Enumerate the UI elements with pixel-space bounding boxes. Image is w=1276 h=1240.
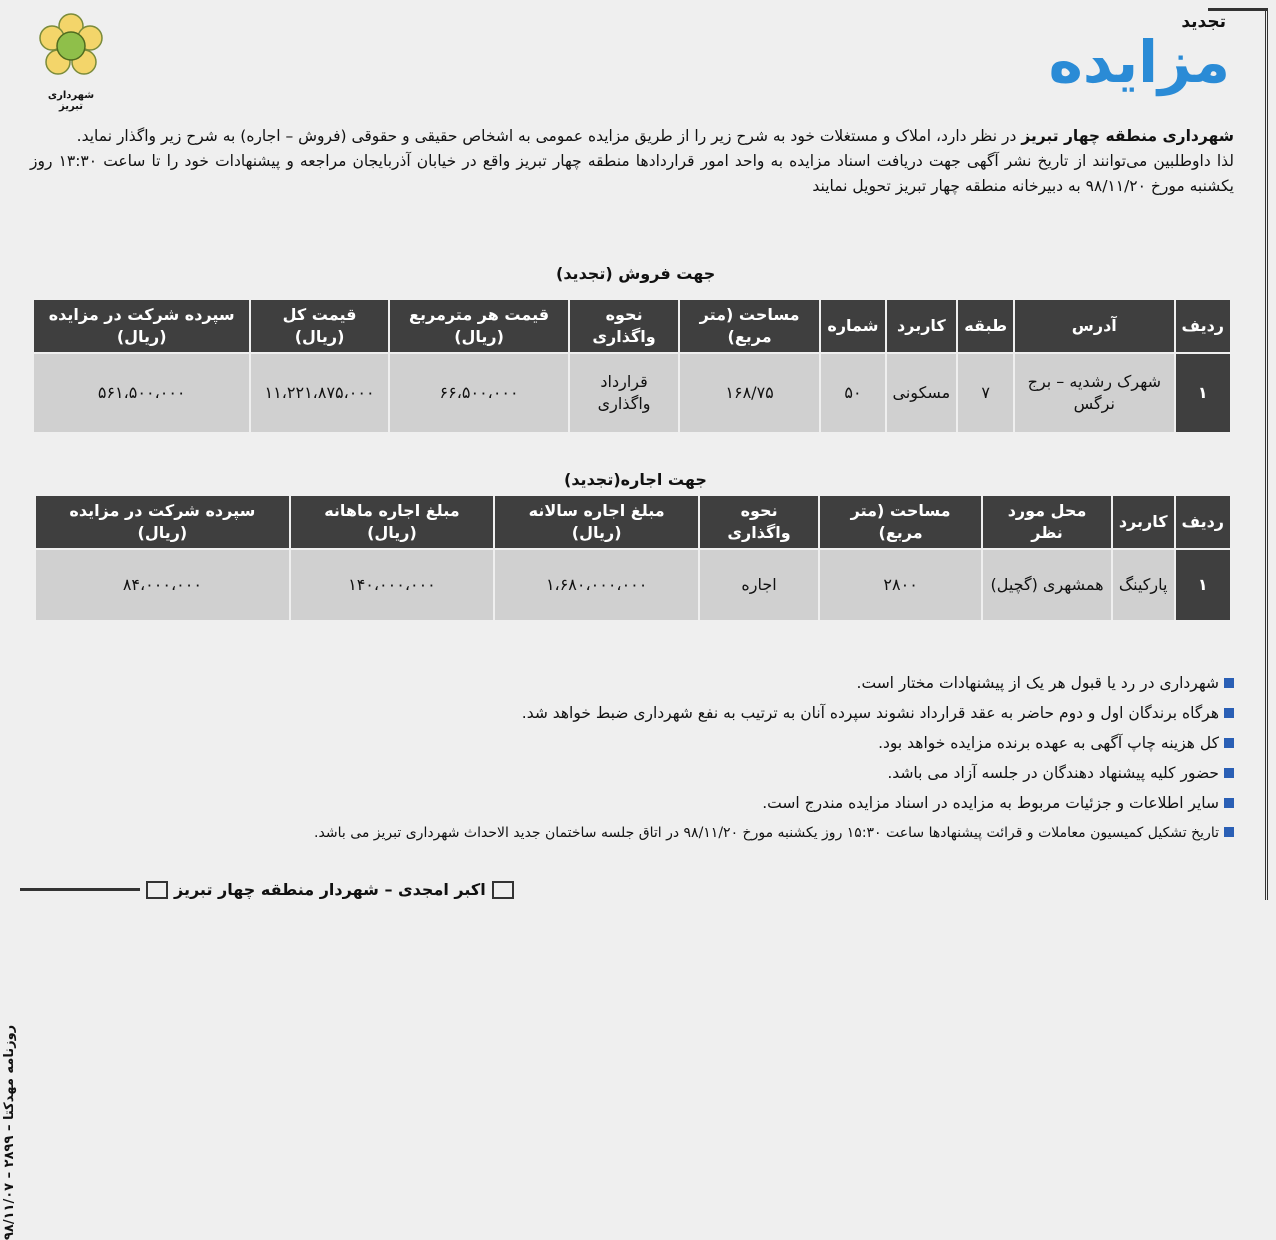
bullet-square-icon bbox=[1224, 768, 1234, 778]
sale-cell: مسکونی bbox=[886, 353, 958, 433]
note-text: هرگاه برندگان اول و دوم حاضر به عقد قرارداد نشوند سپرده آنان به ترتیب به نفع شهرداری ضبط خواهد شد. bbox=[521, 704, 1219, 722]
auction-title: مزایده bbox=[1048, 28, 1230, 96]
rent-cell: ۱۴۰،۰۰۰،۰۰۰ bbox=[290, 549, 494, 621]
rent-cell: پارکینگ bbox=[1112, 549, 1175, 621]
sale-cell: ۵۶۱،۵۰۰،۰۰۰ bbox=[33, 353, 250, 433]
org-name: شهرداری منطقه چهار تبریز bbox=[1021, 127, 1234, 145]
intro-paragraph-1 bbox=[30, 124, 1234, 149]
bullet-square-icon bbox=[1224, 798, 1234, 808]
sale-header-cell: سپرده شرکت در مزایده (ریال) bbox=[33, 299, 250, 353]
notes-list bbox=[84, 668, 1234, 848]
sale-cell: ۱۶۸/۷۵ bbox=[679, 353, 821, 433]
logo-caption: شهرداری تبریز bbox=[47, 90, 95, 112]
frame-right-border bbox=[1243, 10, 1268, 900]
note-text: شهرداری در رد یا قبول هر یک از پیشنهادات مختار است. bbox=[856, 674, 1219, 692]
rent-header-cell: کاربرد bbox=[1112, 495, 1175, 549]
sale-header-cell: مساحت (متر مربع) bbox=[679, 299, 821, 353]
note-item bbox=[84, 818, 1234, 848]
bullet-square-icon bbox=[1224, 678, 1234, 688]
sale-header-cell: آدرس bbox=[1014, 299, 1174, 353]
rent-cell: ۸۴،۰۰۰،۰۰۰ bbox=[35, 549, 290, 621]
rent-header-cell: مبلغ اجاره سالانه (ریال) bbox=[494, 495, 699, 549]
sale-cell: ۶۶،۵۰۰،۰۰۰ bbox=[389, 353, 570, 433]
intro-text bbox=[30, 124, 1234, 199]
sale-header-cell: کاربرد bbox=[886, 299, 958, 353]
note-text: حضور کلیه پیشنهاد دهندگان در جلسه آزاد می باشد. bbox=[887, 764, 1219, 782]
ad-header bbox=[1050, 12, 1230, 107]
rent-header-cell: سپرده شرکت در مزایده (ریال) bbox=[35, 495, 290, 549]
renew-label: تجدید bbox=[1181, 12, 1226, 32]
signature-box-left bbox=[492, 881, 514, 899]
sale-header-cell: ردیف bbox=[1175, 299, 1231, 353]
note-item bbox=[84, 758, 1234, 788]
sale-cell: قرارداد واگذاری bbox=[569, 353, 678, 433]
sale-data-row bbox=[33, 353, 1231, 433]
rent-table bbox=[34, 494, 1232, 622]
sale-cell: ۵۰ bbox=[820, 353, 885, 433]
sale-header-cell: طبقه bbox=[957, 299, 1014, 353]
rent-section-title: جهت اجاره(تجدید) bbox=[564, 470, 707, 489]
note-item bbox=[84, 788, 1234, 818]
sale-header-cell: نحوه واگذاری bbox=[569, 299, 678, 353]
rent-cell: اجاره bbox=[699, 549, 819, 621]
sale-cell: ۷ bbox=[957, 353, 1014, 433]
rent-header-cell: ردیف bbox=[1175, 495, 1231, 549]
intro-p1-rest: در نظر دارد، املاک و مستغلات خود به شرح زیر را از طریق مزایده عمومی به اشخاص حقیقی و حقوقی (فروش – اجاره) به شرح زیر واگذار نماید. bbox=[76, 127, 1022, 145]
rent-cell: ۲۸۰۰ bbox=[819, 549, 982, 621]
note-text: سایر اطلاعات و جزئیات مربوط به مزایده در اسناد مزایده مندرج است. bbox=[762, 794, 1219, 812]
rent-header-cell: مبلغ اجاره ماهانه (ریال) bbox=[290, 495, 494, 549]
sale-section-title: جهت فروش (تجدید) bbox=[556, 264, 716, 283]
rent-cell: همشهری (گچیل) bbox=[982, 549, 1112, 621]
sale-header-row bbox=[33, 299, 1231, 353]
bullet-square-icon bbox=[1224, 708, 1234, 718]
bullet-square-icon bbox=[1224, 738, 1234, 748]
sale-header-cell: شماره bbox=[820, 299, 885, 353]
sale-header-cell: قیمت کل (ریال) bbox=[250, 299, 388, 353]
bullet-square-icon bbox=[1224, 827, 1234, 837]
sale-cell: ۱ bbox=[1175, 353, 1231, 433]
signature-line bbox=[20, 880, 514, 899]
sale-table bbox=[32, 298, 1232, 434]
municipality-logo bbox=[36, 12, 106, 112]
note-item bbox=[84, 728, 1234, 758]
rent-cell: ۱،۶۸۰،۰۰۰،۰۰۰ bbox=[494, 549, 699, 621]
rent-header-row bbox=[35, 495, 1231, 549]
rent-header-cell: مساحت (متر مربع) bbox=[819, 495, 982, 549]
rent-data-row bbox=[35, 549, 1231, 621]
note-text: تاریخ تشکیل کمیسیون معاملات و قرائت پیشنهادها ساعت ۱۵:۳۰ روز یکشنبه مورخ ۹۸/۱۱/۲۰ در اتاق جلسه ساختمان جدید الاحداث شهرداری تبریز می باشد. bbox=[314, 825, 1219, 841]
signature-box-right bbox=[146, 881, 168, 899]
rent-header-cell: محل مورد نظر bbox=[982, 495, 1112, 549]
note-item bbox=[84, 698, 1234, 728]
flower-logo-icon bbox=[36, 12, 106, 84]
note-item bbox=[84, 668, 1234, 698]
note-text: کل هزینه چاپ آگهی به عهده برنده مزایده خواهد بود. bbox=[878, 734, 1219, 752]
sale-cell: ۱۱،۲۲۱،۸۷۵،۰۰۰ bbox=[250, 353, 388, 433]
rent-header-cell: نحوه واگذاری bbox=[699, 495, 819, 549]
sale-cell: شهرک رشدیه – برج نرگس bbox=[1014, 353, 1174, 433]
intro-paragraph-2: لذا داوطلبین می‌توانند از تاریخ نشر آگهی جهت دریافت اسناد مزایده به واحد امور قراردادها منطقه چهار تبریز واقع در خیابان آذربایجان مراجعه و پیشنهادات خود را تا ساعت ۱۳:۳۰ روز یکشنبه مورخ ۹۸/۱۱/۲۰ به دبیرخانه منطقه چهار تبریز تحویل نمایند bbox=[30, 152, 1234, 195]
rent-cell: ۱ bbox=[1175, 549, 1231, 621]
newspaper-side-label: روزنامه مهدکتا – ۲۸۹۹ – ۹۸/۱۱/۰۷ bbox=[2, 1024, 17, 1240]
signature-text: اکبر امجدی – شهردار منطقه چهار تبریز bbox=[174, 880, 486, 899]
sale-header-cell: قیمت هر مترمربع (ریال) bbox=[389, 299, 570, 353]
signature-rule bbox=[20, 888, 140, 891]
